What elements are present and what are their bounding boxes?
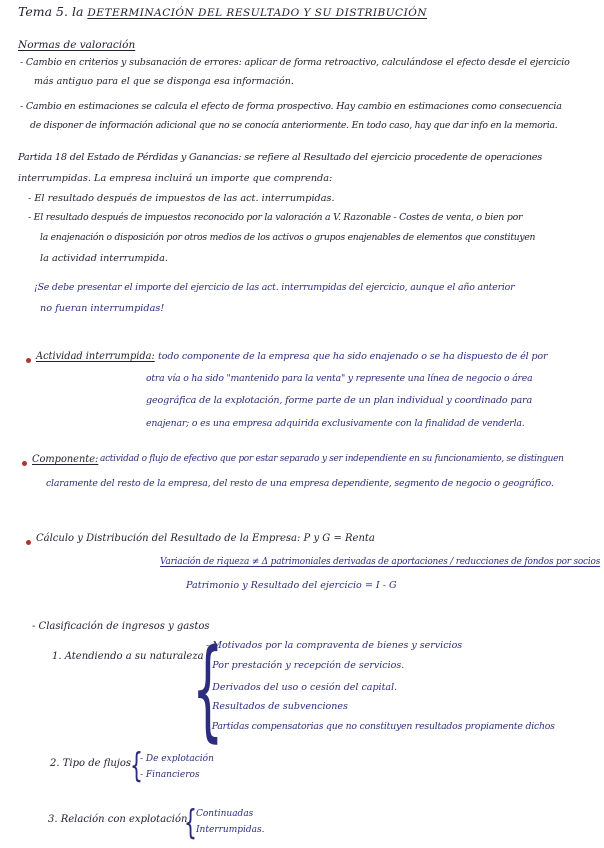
- calculo-bullet: [26, 540, 31, 545]
- partida-line1: Partida 18 del Estado de Pérdidas y Ganancias: se refiere al Resultado del ejercicio procedente de operaciones: [18, 152, 543, 163]
- actividad-line1: todo componente de la empresa que ha sido enajenado o se ha dispuesto de él por: [158, 351, 548, 362]
- componente-line2: claramente del resto de la empresa, del resto de una empresa dependiente, segmento de negocio o geográfico.: [46, 478, 554, 489]
- group1-label: 1. Atendiendo a su naturaleza: [52, 651, 204, 662]
- componente-line1: actividad o flujo de efectivo que por estar separado y ser independiente en su funcionamiento, se distinguen: [100, 454, 564, 464]
- normas-item1-line1: - Cambio en criterios y subsanación de errores: aplicar de forma retroactivo, calculándose el efecto desde el ejercicio: [20, 57, 570, 68]
- title-prefix: Tema 5. la: [18, 4, 84, 19]
- partida-line5: la enajenación o disposición por otros medios de los activos o grupos enajenables de elementos que constituyen: [40, 232, 536, 243]
- title-main: DETERMINACIÓN DEL RESULTADO Y SU DISTRIBUCIÓN: [87, 7, 428, 19]
- group3-item2: Interrumpidas.: [196, 825, 265, 835]
- partida-line4: - El resultado después de impuestos reconocido por la valoración a V. Razonable - Costes de venta, o bien por: [28, 212, 523, 223]
- normas-item1-line2: más antiguo para el que se disponga esa información.: [34, 76, 294, 87]
- normas-heading: Normas de valoración: [18, 39, 136, 51]
- page-title: [18, 6, 427, 19]
- actividad-line3: geográfica de la explotación, forme parte de un plan individual y coordinado para: [146, 395, 533, 406]
- calculo-line3: Patrimonio y Resultado del ejercicio = I - G: [186, 580, 397, 591]
- normas-item2-line2: de disponer de información adicional que no se conocía anteriormente. En todo caso, hay que dar info en la memoria.: [30, 120, 558, 131]
- group2-item1: - De explotación: [140, 754, 214, 764]
- actividad-line2: otra vía o ha sido "mantenido para la venta" y represente una línea de negocio o área: [146, 373, 533, 384]
- partida-note-line2: no fueran interrumpidas!: [40, 303, 165, 314]
- group1-item5: - Partidas compensatorias que no constituyen resultados propiamente dichos: [206, 721, 555, 732]
- group1-brace: {: [192, 625, 224, 753]
- actividad-term: Actividad interrumpida:: [36, 351, 155, 362]
- calculo-line1: Cálculo y Distribución del Resultado de la Empresa: P y G = Renta: [36, 533, 375, 544]
- group2-brace: {: [130, 746, 143, 786]
- partida-line2: interrumpidas. La empresa incluirá un importe que comprenda:: [18, 173, 333, 184]
- group3-label: 3. Relación con explotación: [48, 814, 188, 825]
- group2-item2: - Financieros: [140, 770, 200, 780]
- partida-line3: - El resultado después de impuestos de las act. interrumpidas.: [28, 193, 335, 204]
- group2-label: 2. Tipo de flujos: [50, 758, 132, 769]
- group1-item1: - Motivados por la compraventa de bienes y servicios: [206, 640, 463, 651]
- group1-item4: - Resultados de subvenciones: [206, 701, 348, 712]
- componente-bullet: [22, 461, 27, 466]
- group1-item3: - Derivados del uso o cesión del capital.: [206, 682, 398, 693]
- partida-line6: la actividad interrumpida.: [40, 253, 168, 264]
- calculo-line2: Variación de riqueza ≠ Δ patrimoniales derivadas de aportaciones / reducciones de fondos por socios: [160, 556, 601, 567]
- clasificacion-heading: - Clasificación de ingresos y gastos: [32, 621, 210, 632]
- componente-term: Componente:: [32, 454, 99, 465]
- group3-brace: {: [184, 803, 197, 843]
- actividad-line4: enajenar; o es una empresa adquirida exclusivamente con la finalidad de venderla.: [146, 418, 525, 429]
- group3-item1: Continuadas: [196, 809, 254, 819]
- actividad-bullet: [26, 358, 31, 363]
- normas-item2-line1: - Cambio en estimaciones se calcula el efecto de forma prospectivo. Hay cambio en estimaciones como consecuencia: [20, 101, 562, 112]
- partida-note-line1: ¡Se debe presentar el importe del ejercicio de las act. interrumpidas del ejercicio, aunque el año anterior: [34, 282, 515, 293]
- group1-item2: - Por prestación y recepción de servicios.: [206, 660, 405, 671]
